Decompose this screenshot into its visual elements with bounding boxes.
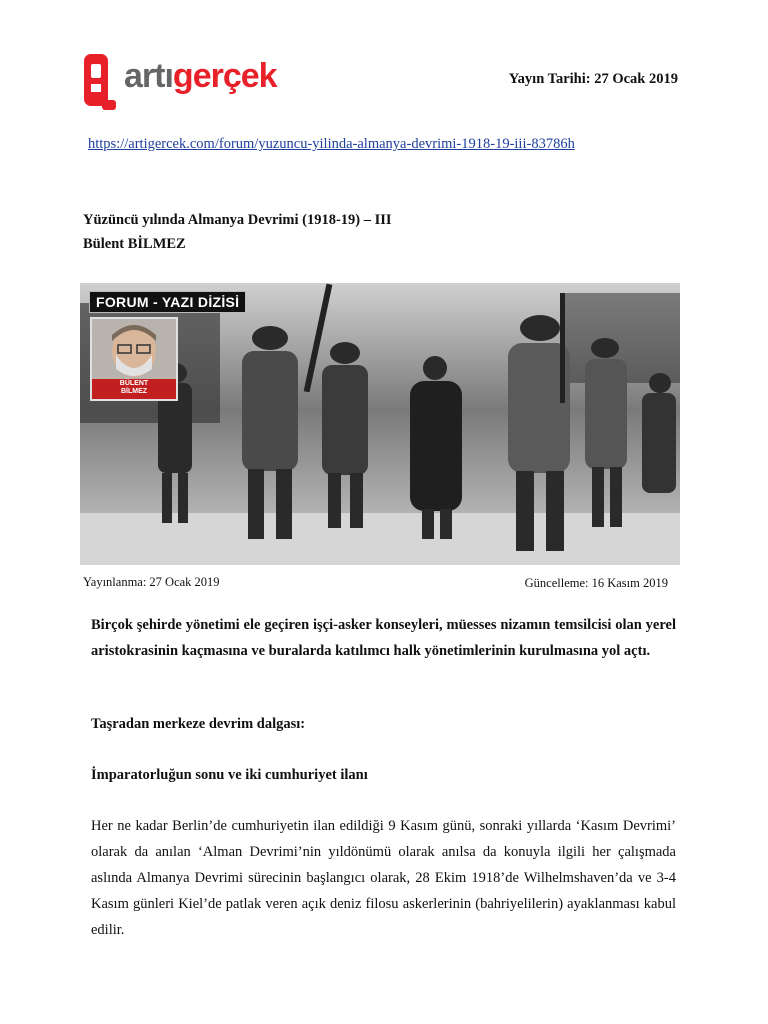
site-logo[interactable] bbox=[82, 52, 277, 116]
article-author: Bülent BİLMEZ bbox=[83, 236, 186, 252]
published-date: Yayınlanma: 27 Ocak 2019 bbox=[83, 575, 220, 589]
author-portrait bbox=[90, 317, 178, 401]
article-lead: Birçok şehirde yönetimi ele geçiren işçi-asker konseyleri, müesses nizamın temsilcisi olan yerel aristokrasinin kaçmasına ve buralarda katılımcı halk yönetimlerinin kurulmasına yol açtı. bbox=[91, 617, 676, 659]
article-title: Yüzüncü yılında Almanya Devrimi (1918-19) – III bbox=[83, 212, 392, 228]
publish-date: Yayın Tarihi: 27 Ocak 2019 bbox=[508, 71, 678, 87]
portrait-name-first: BÜLENT bbox=[119, 380, 149, 387]
logo-mark-icon bbox=[82, 54, 118, 114]
logo-prefix: artı bbox=[124, 57, 173, 95]
series-banner: FORUM - YAZI DİZİSİ bbox=[89, 291, 246, 313]
author-portrait-name bbox=[92, 380, 176, 396]
logo-suffix: gerçek bbox=[172, 57, 277, 95]
article-url-link[interactable]: https://artigercek.com/forum/yuzuncu-yilinda-almanya-devrimi-1918-19-iii-83786h bbox=[88, 136, 575, 152]
section-heading-1: Taşradan merkeze devrim dalgası: bbox=[91, 716, 306, 732]
article-paragraph: Her ne kadar Berlin’de cumhuriyetin ilan edildiği 9 Kasım günü, sonraki yıllarda ‘Kasım Devrimi’ olarak da anılan ‘Alman Devrimi’nin yıldönümü olarak anılsa da konuyla ilgili her çalışmada aslında Almanya Devrimi sürecinin başlangıcı olarak, 28 Ekim 1918’de Wilhelmshaven’da ve 3-4 Kasım günleri Kiel’de patlak veren açık deniz filosu askerlerinin (bahriyelilerin) ayaklanması kabul edilir. bbox=[91, 818, 676, 938]
portrait-name-last: BİLMEZ bbox=[120, 388, 148, 395]
updated-date: Güncelleme: 16 Kasım 2019 bbox=[524, 576, 668, 590]
logo-wordmark bbox=[124, 56, 277, 96]
author-face-icon bbox=[92, 319, 176, 379]
article-heading bbox=[83, 208, 392, 256]
article-photo bbox=[80, 283, 680, 565]
section-heading-2: İmparatorluğun sonu ve iki cumhuriyet ilanı bbox=[91, 767, 368, 783]
